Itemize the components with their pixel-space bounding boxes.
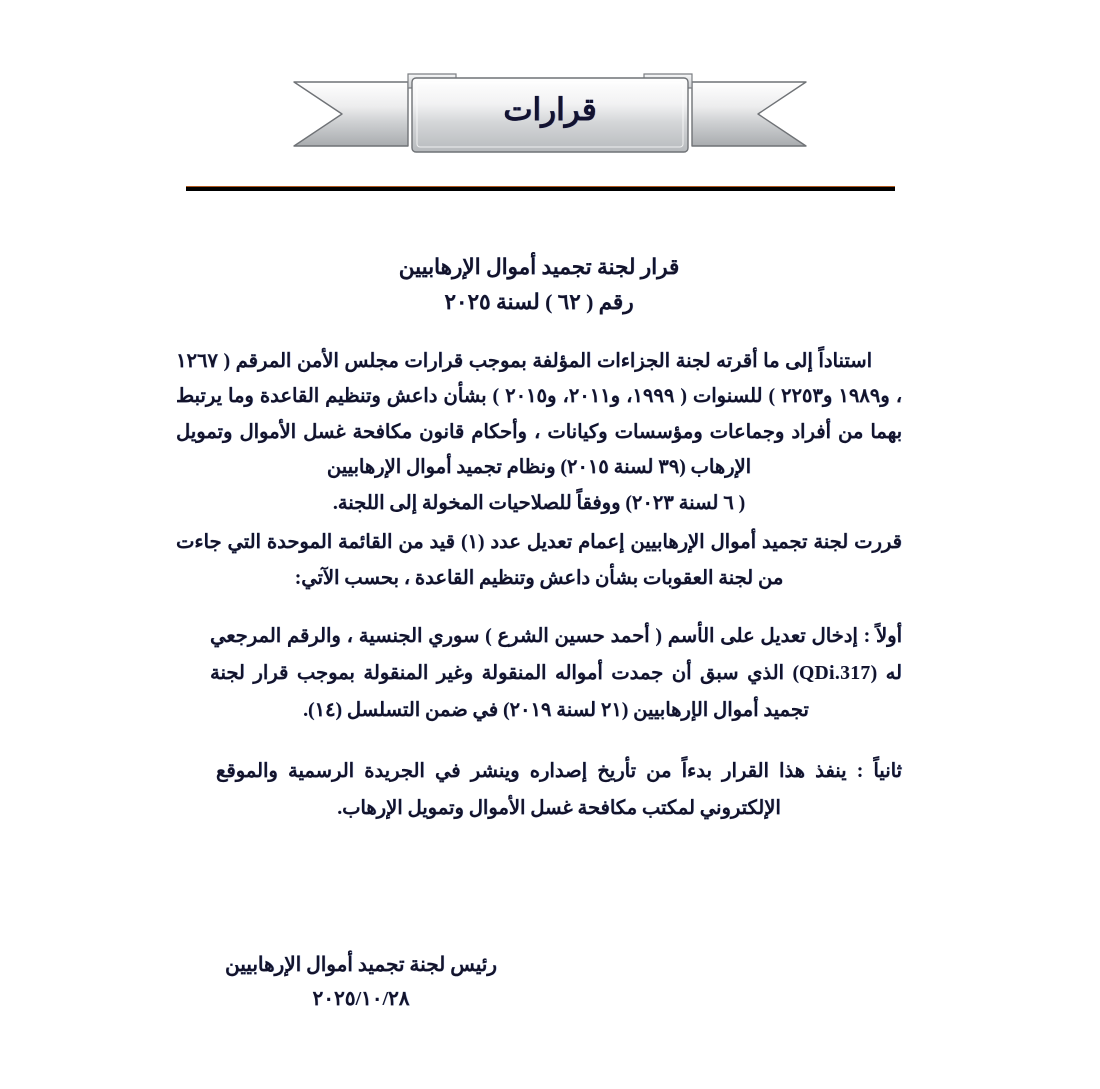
- document-title-line1: قرار لجنة تجميد أموال الإرهابيين: [398, 255, 680, 279]
- document-body: [176, 250, 902, 847]
- banner-title-text: قرارات: [503, 92, 597, 127]
- document-title: [176, 250, 902, 320]
- paragraph-legal-basis-main: استناداً إلى ما أقرته لجنة الجزاءات المؤلفة بموجب قرارات مجلس الأمن المرقم ( ١٢٦٧ ، و١٩٨٩ و٢٢٥٣ ) للسنوات ( ١٩٩٩، و٢٠١١، و٢٠١٥ ) بشأن داعش وتنظيم القاعدة وما يرتبط بهما من أفراد وجماعات ومؤسسات وكيانات ، وأحكام قانون مكافحة غسل الأموال وتمويل الإرهاب (٣٩ لسنة ٢٠١٥) ونظام تجميد أموال الإرهابيين: [176, 350, 903, 479]
- paragraph-legal-basis-last-line: ( ٦ لسنة ٢٠٢٣) ووفقاً للصلاحيات المخولة إلى اللجنة.: [332, 492, 746, 514]
- clause-first: أولاً : إدخال تعديل على الأسم ( أحمد حسين الشرع ) سوري الجنسية ، والرقم المرجعي له (QDi.317) الذي سبق أن جمدت أمواله المنقولة وغير المنقولة بموجب قرار لجنة تجميد أموال الإرهابيين (٢١ لسنة ٢٠١٩) في ضمن التسلسل (١٤).: [210, 626, 902, 722]
- signature-block: [196, 950, 526, 1018]
- banner-ribbon: [0, 68, 1100, 156]
- ribbon-icon: [290, 68, 810, 156]
- paragraph-decision-statement: قررت لجنة تجميد أموال الإرهابيين إعمام تعديل عدد (١) قيد من القائمة الموحدة التي جاءت من لجنة العقوبات بشأن داعش وتنظيم القاعدة ، بحسب الآتي:: [176, 532, 902, 589]
- ribbon-center-panel: [412, 78, 688, 152]
- ribbon-right-tail: [692, 82, 806, 146]
- signature-role: رئيس لجنة تجميد أموال الإرهابيين: [225, 954, 497, 976]
- clause-second: ثانياً : ينفذ هذا القرار بدءاً من تأريخ إصداره وينشر في الجريدة الرسمية والموقع الإلكتروني لمكتب مكافحة غسل الأموال وتمويل الإرهاب.: [216, 761, 902, 820]
- header-divider-rule: [186, 186, 895, 191]
- ribbon-left-tail: [294, 82, 408, 146]
- paragraph-legal-basis: [176, 344, 902, 521]
- document-number-line: رقم ( ٦٢ ) لسنة ٢٠٢٥: [444, 289, 634, 314]
- signature-date: ٢٠٢٥/١٠/٢٨: [312, 988, 410, 1010]
